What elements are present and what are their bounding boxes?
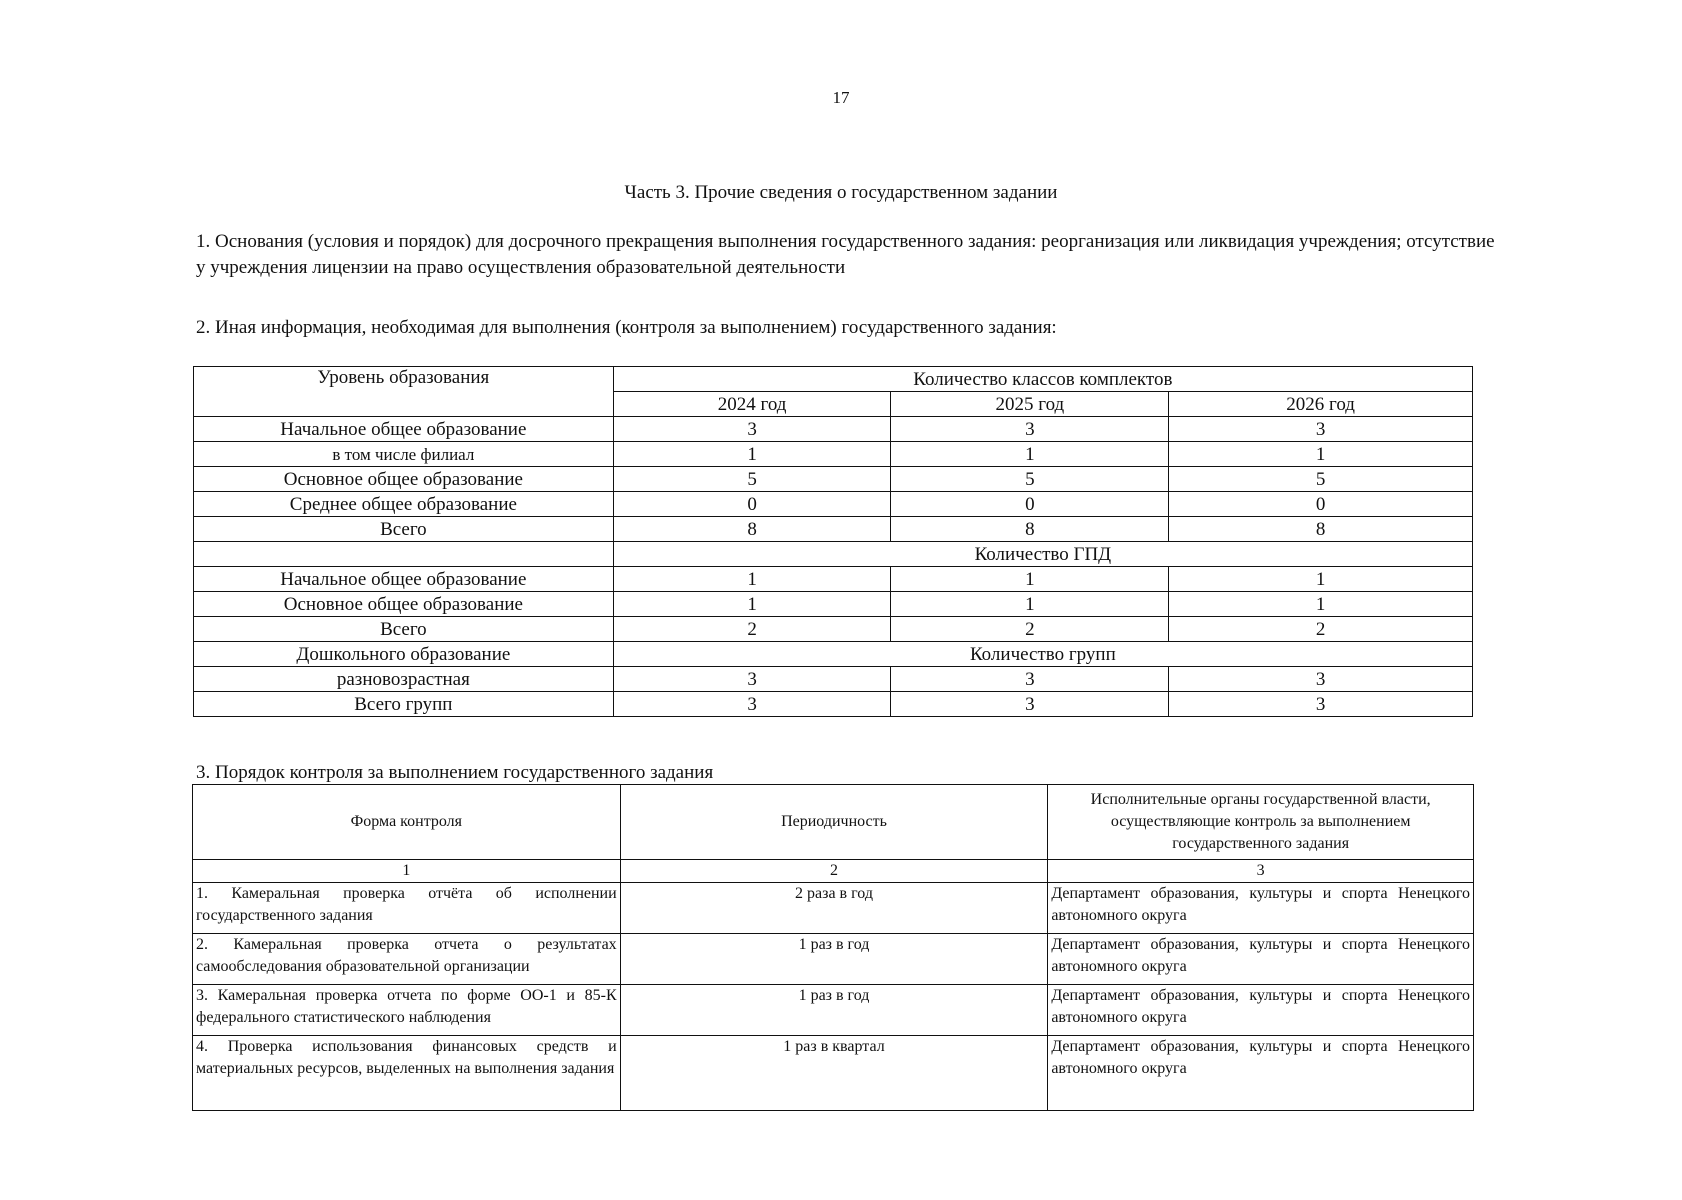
cell-value: 3 bbox=[613, 667, 891, 692]
control-period: 2 раза в год bbox=[620, 883, 1048, 934]
gpd-header: Количество ГПД bbox=[613, 542, 1472, 567]
table-row bbox=[194, 442, 1473, 467]
control-form: 2. Камеральная проверка отчета о результатах самообследования образовательной организации bbox=[193, 934, 621, 985]
empty-cell bbox=[194, 542, 614, 567]
cell-value: 1 bbox=[1169, 442, 1473, 467]
header-form: Форма контроля bbox=[193, 785, 621, 860]
cell-value: 8 bbox=[891, 517, 1169, 542]
header-classes: Количество классов комплектов bbox=[613, 367, 1472, 392]
cell-value: 1 bbox=[1169, 592, 1473, 617]
year-header: 2024 год bbox=[613, 392, 891, 417]
table-row bbox=[193, 785, 1474, 860]
row-label: Основное общее образование bbox=[194, 592, 614, 617]
row-label: Всего групп bbox=[194, 692, 614, 717]
column-number: 3 bbox=[1048, 860, 1474, 883]
cell-value: 3 bbox=[613, 692, 891, 717]
control-form: 1. Камеральная проверка отчёта об исполнении государственного задания bbox=[193, 883, 621, 934]
control-form: 3. Камеральная проверка отчета по форме ОО-1 и 85-К федерального статистического наблюдения bbox=[193, 985, 621, 1036]
control-form: 4. Проверка использования финансовых средств и материальных ресурсов, выделенных на выполнения задания bbox=[193, 1036, 621, 1111]
table-row bbox=[193, 1036, 1474, 1111]
row-label: Основное общее образование bbox=[194, 467, 614, 492]
cell-value: 1 bbox=[613, 567, 891, 592]
cell-value: 2 bbox=[613, 617, 891, 642]
control-period: 1 раз в год bbox=[620, 934, 1048, 985]
cell-value: 5 bbox=[891, 467, 1169, 492]
classes-table bbox=[193, 366, 1473, 717]
part-title: Часть 3. Прочие сведения о государственном задании bbox=[624, 182, 1058, 203]
preschool-label: Дошкольного образование bbox=[194, 642, 614, 667]
cell-value: 3 bbox=[891, 417, 1169, 442]
cell-value: 3 bbox=[891, 692, 1169, 717]
cell-value: 5 bbox=[613, 467, 891, 492]
row-label: Начальное общее образование bbox=[194, 567, 614, 592]
column-number: 1 bbox=[193, 860, 621, 883]
cell-value: 5 bbox=[1169, 467, 1473, 492]
control-authority: Департамент образования, культуры и спорта Ненецкого автономного округа bbox=[1048, 883, 1474, 934]
row-label: Начальное общее образование bbox=[194, 417, 614, 442]
table-row bbox=[193, 985, 1474, 1036]
cell-value: 3 bbox=[1169, 417, 1473, 442]
header-authority: Исполнительные органы государственной власти, осуществляющие контроль за выполнением государственного задания bbox=[1048, 785, 1474, 860]
control-period: 1 раз в квартал bbox=[620, 1036, 1048, 1111]
year-header: 2025 год bbox=[891, 392, 1169, 417]
table-row bbox=[193, 934, 1474, 985]
table-row bbox=[194, 667, 1473, 692]
paragraph-control-procedure: 3. Порядок контроля за выполнением государственного задания bbox=[196, 762, 714, 783]
header-level: Уровень образования bbox=[194, 367, 614, 417]
control-period: 1 раз в год bbox=[620, 985, 1048, 1036]
table-row bbox=[194, 517, 1473, 542]
cell-value: 1 bbox=[1169, 567, 1473, 592]
cell-value: 1 bbox=[891, 592, 1169, 617]
control-authority: Департамент образования, культуры и спорта Ненецкого автономного округа bbox=[1048, 1036, 1474, 1111]
cell-value: 3 bbox=[613, 417, 891, 442]
table-row bbox=[193, 860, 1474, 883]
cell-value: 1 bbox=[613, 592, 891, 617]
cell-value: 8 bbox=[613, 517, 891, 542]
year-header: 2026 год bbox=[1169, 392, 1473, 417]
table-row bbox=[194, 567, 1473, 592]
table-row bbox=[194, 367, 1473, 392]
cell-value: 3 bbox=[1169, 667, 1473, 692]
row-label: Всего bbox=[194, 617, 614, 642]
cell-value: 0 bbox=[613, 492, 891, 517]
table-row bbox=[194, 642, 1473, 667]
table-row bbox=[193, 883, 1474, 934]
table-row bbox=[194, 617, 1473, 642]
cell-value: 3 bbox=[891, 667, 1169, 692]
cell-value: 0 bbox=[891, 492, 1169, 517]
table-row bbox=[194, 592, 1473, 617]
table-row bbox=[194, 492, 1473, 517]
cell-value: 1 bbox=[613, 442, 891, 467]
cell-value: 8 bbox=[1169, 517, 1473, 542]
control-table bbox=[192, 784, 1474, 1111]
table-row bbox=[194, 467, 1473, 492]
page-number: 17 bbox=[832, 88, 850, 107]
table-row bbox=[194, 542, 1473, 567]
header-period: Периодичность bbox=[620, 785, 1048, 860]
control-authority: Департамент образования, культуры и спорта Ненецкого автономного округа bbox=[1048, 985, 1474, 1036]
cell-value: 0 bbox=[1169, 492, 1473, 517]
cell-value: 2 bbox=[1169, 617, 1473, 642]
paragraph-termination-grounds: 1. Основания (условия и порядок) для досрочного прекращения выполнения государственного задания: реорганизация или ликвидация учреждения; отсутствие у учреждения лицензии на право осуществления образовательной деятельности bbox=[196, 231, 1495, 278]
groups-header: Количество групп bbox=[613, 642, 1472, 667]
column-number: 2 bbox=[620, 860, 1048, 883]
table-row bbox=[194, 417, 1473, 442]
row-label: Всего bbox=[194, 517, 614, 542]
control-authority: Департамент образования, культуры и спорта Ненецкого автономного округа bbox=[1048, 934, 1474, 985]
row-label: разновозрастная bbox=[194, 667, 614, 692]
table-row bbox=[194, 692, 1473, 717]
cell-value: 3 bbox=[1169, 692, 1473, 717]
cell-value: 1 bbox=[891, 442, 1169, 467]
cell-value: 2 bbox=[891, 617, 1169, 642]
row-label: в том числе филиал bbox=[194, 442, 614, 467]
paragraph-other-info: 2. Иная информация, необходимая для выполнения (контроля за выполнением) государственного задания: bbox=[196, 317, 1057, 338]
cell-value: 1 bbox=[891, 567, 1169, 592]
row-label: Среднее общее образование bbox=[194, 492, 614, 517]
